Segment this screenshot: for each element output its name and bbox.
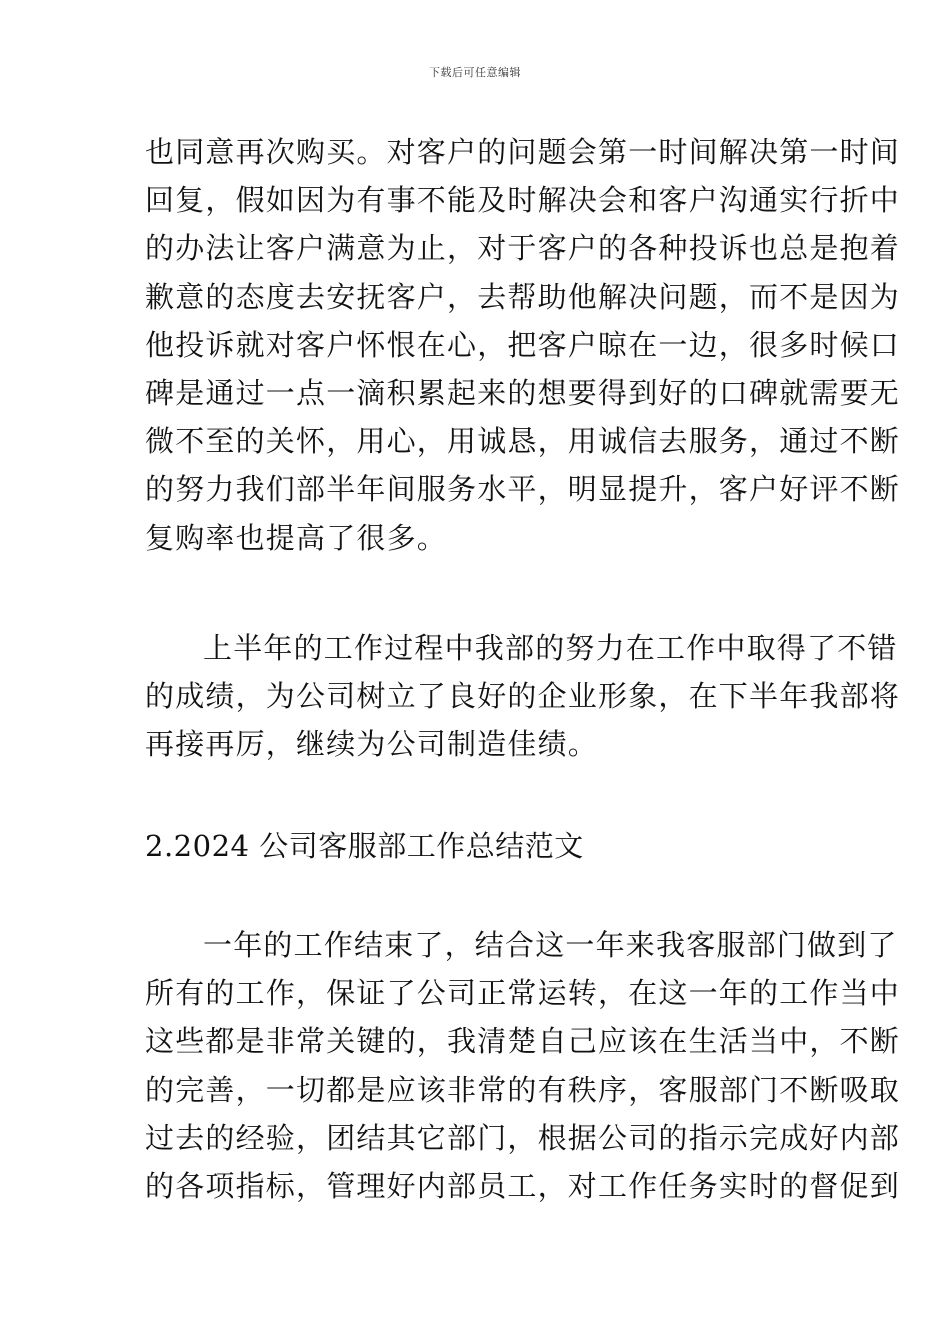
text-line: 这些都是非常关键的，我清楚自己应该在生活当中，不断: [145, 1024, 901, 1059]
text-line: 回复，假如因为有事不能及时解决会和客户沟通实行折中: [145, 183, 901, 218]
text-line: 复购率也提高了很多。: [145, 520, 448, 555]
text-line: 的成绩，为公司树立了良好的企业形象，在下半年我部将: [145, 679, 901, 714]
text-line: 碑是通过一点一滴积累起来的想要得到好的口碑就需要无: [145, 375, 901, 410]
paragraph-customer-service: [145, 128, 901, 562]
text-line: 所有的工作，保证了公司正常运转，在这一年的工作当中: [145, 976, 901, 1011]
text-line: 的完善，一切都是应该非常的有秩序，客服部门不断吸取: [145, 1072, 901, 1107]
text-line: 也同意再次购买。对客户的问题会第一时间解决第一时间: [145, 135, 901, 169]
text-line: 一年的工作结束了，结合这一年来我客服部门做到了: [203, 928, 898, 962]
text-line: 歉意的态度去安抚客户，去帮助他解决问题，而不是因为: [145, 279, 901, 314]
page-header: 下载后可任意编辑: [429, 66, 521, 79]
text-line: 上半年的工作过程中我部的努力在工作中取得了不错: [203, 631, 898, 665]
text-line: 微不至的关怀，用心，用诚恳，用诚信去服务，通过不断: [145, 424, 901, 459]
text-line: 他投诉就对客户怀恨在心，把客户晾在一边，很多时候口: [145, 327, 901, 362]
text-line: 过去的经验，团结其它部门，根据公司的指示完成好内部: [145, 1120, 901, 1155]
text-line: 的办法让客户满意为止，对于客户的各种投诉也总是抱着: [145, 231, 901, 266]
text-line: 再接再厉，继续为公司制造佳绩。: [145, 727, 599, 762]
text-line: 的努力我们部半年间服务水平，明显提升，客户好评不断: [145, 472, 901, 507]
section-heading: 2.2024 公司客服部工作总结范文: [145, 829, 584, 863]
paragraph-annual-summary: [145, 921, 901, 1210]
paragraph-first-half-summary: [145, 624, 901, 769]
text-line: 的各项指标，管理好内部员工，对工作任务实时的督促到: [145, 1168, 901, 1203]
